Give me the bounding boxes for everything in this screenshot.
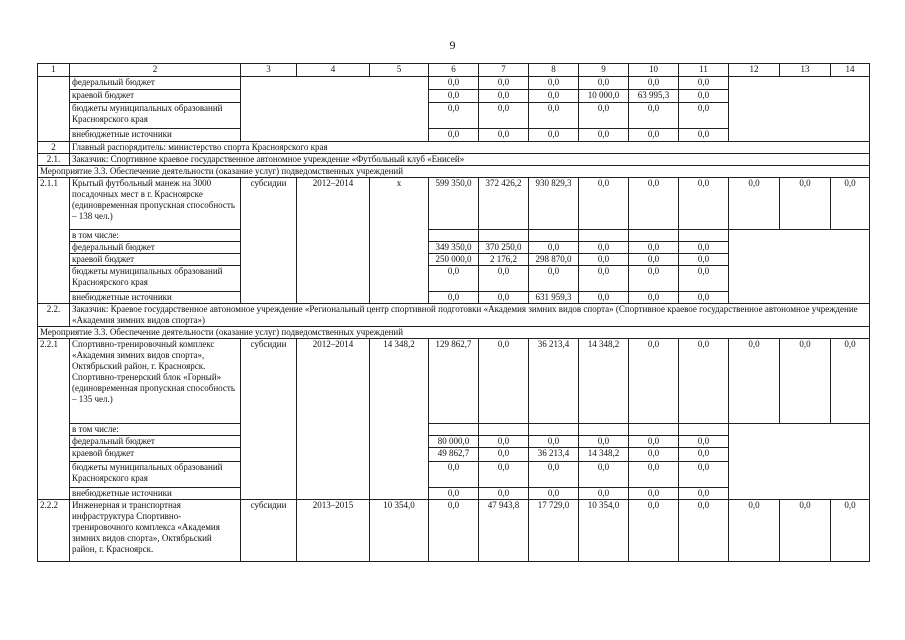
column-header: 12 xyxy=(729,64,780,77)
value-cell: 0,0 xyxy=(729,500,780,562)
value-cell: 0,0 xyxy=(529,129,579,142)
value-cell: 36 213,4 xyxy=(529,448,579,462)
value-cell: 10 000,0 xyxy=(579,90,629,103)
empty-cell xyxy=(729,230,870,304)
project-name: Крытый футбольный манеж на 3000 посадочных мест в г. Красноярске (единовременная пропускная способность – 138 чел.) xyxy=(70,178,241,230)
value-cell: 0,0 xyxy=(629,266,679,292)
value-cell: 298 870,0 xyxy=(529,254,579,266)
value-cell: 0,0 xyxy=(679,242,729,254)
period: 2013–2015 xyxy=(297,500,370,562)
value-cell: 0,0 xyxy=(579,488,629,500)
value-cell: 0,0 xyxy=(529,462,579,488)
value-cell: 599 350,0 xyxy=(429,178,479,230)
value-cell: 0,0 xyxy=(429,500,479,562)
value-cell: 0,0 xyxy=(479,103,529,129)
value-cell: 0,0 xyxy=(579,129,629,142)
total-cost: 14 348,2 xyxy=(370,339,429,500)
funding-label: краевой бюджет xyxy=(70,90,241,103)
value-cell: 0,0 xyxy=(529,488,579,500)
measure-text: Мероприятие 3.3. Обеспечение деятельности (оказание услуг) подведомственных учреждений xyxy=(38,166,870,178)
funding-label: внебюджетные источники xyxy=(70,292,241,304)
value-cell: 0,0 xyxy=(629,436,679,448)
column-header: 3 xyxy=(241,64,297,77)
empty-cell xyxy=(579,230,629,242)
row-number-cell xyxy=(38,77,70,142)
empty-cell xyxy=(729,77,870,142)
value-cell: 0,0 xyxy=(529,242,579,254)
empty-cell xyxy=(479,424,529,436)
section-number: 2.1. xyxy=(38,154,70,166)
value-cell: 349 350,0 xyxy=(429,242,479,254)
value-cell: 10 354,0 xyxy=(579,500,629,562)
value-cell: 0,0 xyxy=(529,436,579,448)
value-cell: 0,0 xyxy=(579,103,629,129)
project-row xyxy=(38,178,870,230)
value-cell: 0,0 xyxy=(629,242,679,254)
measure-row xyxy=(38,166,870,178)
value-cell: 0,0 xyxy=(479,448,529,462)
value-cell: 0,0 xyxy=(579,292,629,304)
value-cell: 372 426,2 xyxy=(479,178,529,230)
section-row xyxy=(38,142,870,154)
value-cell: 0,0 xyxy=(529,266,579,292)
value-cell: 0,0 xyxy=(679,103,729,129)
section-row xyxy=(38,304,870,327)
funding-label: внебюджетные источники xyxy=(70,129,241,142)
value-cell: 0,0 xyxy=(429,488,479,500)
value-cell: 0,0 xyxy=(579,462,629,488)
value-cell: 129 862,7 xyxy=(429,339,479,424)
empty-cell xyxy=(429,230,479,242)
value-cell: 0,0 xyxy=(529,90,579,103)
value-cell: 0,0 xyxy=(479,436,529,448)
empty-cell xyxy=(629,230,679,242)
funding-label: федеральный бюджет xyxy=(70,242,241,254)
value-cell: 14 348,2 xyxy=(579,339,629,424)
funding-label: внебюджетные источники xyxy=(70,488,241,500)
value-cell: 47 943,8 xyxy=(479,500,529,562)
empty-cell xyxy=(529,230,579,242)
column-header: 8 xyxy=(529,64,579,77)
value-cell: 0,0 xyxy=(479,292,529,304)
value-cell: 0,0 xyxy=(429,129,479,142)
column-header: 6 xyxy=(429,64,479,77)
empty-cell xyxy=(729,424,870,500)
value-cell: 0,0 xyxy=(831,178,870,230)
header-row xyxy=(38,64,870,77)
value-cell: 0,0 xyxy=(679,266,729,292)
section-text: Заказчик: Краевое государственное автономное учреждение «Региональный центр спортивной подготовки «Академия зимних видов спорта» (Спортивное краевое государственное автономное учреждение «Академия зимних видов спорта») xyxy=(70,304,870,327)
value-cell: 0,0 xyxy=(780,500,831,562)
including-label: в том числе: xyxy=(70,424,241,436)
value-cell: 0,0 xyxy=(831,339,870,424)
value-cell: 0,0 xyxy=(479,339,529,424)
value-cell: 0,0 xyxy=(429,77,479,90)
value-cell: 2 176,2 xyxy=(479,254,529,266)
section-row xyxy=(38,154,870,166)
empty-cell xyxy=(679,424,729,436)
including-label: в том числе: xyxy=(70,230,241,242)
empty-cell xyxy=(479,230,529,242)
value-cell: 80 000,0 xyxy=(429,436,479,448)
total-cost: 10 354,0 xyxy=(370,500,429,562)
including-row xyxy=(38,230,870,242)
column-header: 13 xyxy=(780,64,831,77)
project-number: 2.2.2 xyxy=(38,500,70,562)
period: 2012–2014 xyxy=(297,178,370,304)
empty-cell xyxy=(579,424,629,436)
value-cell: 0,0 xyxy=(429,103,479,129)
value-cell: 0,0 xyxy=(629,292,679,304)
value-cell: 0,0 xyxy=(429,292,479,304)
funding-row xyxy=(38,77,870,90)
measure-text: Мероприятие 3.3. Обеспечение деятельности (оказание услуг) подведомственных учреждений xyxy=(38,327,870,339)
period: 2012–2014 xyxy=(297,339,370,500)
value-cell: 0,0 xyxy=(579,436,629,448)
column-header: 11 xyxy=(679,64,729,77)
value-cell: 631 959,3 xyxy=(529,292,579,304)
total-cost: x xyxy=(370,178,429,304)
empty-cell xyxy=(529,424,579,436)
value-cell: 17 729,0 xyxy=(529,500,579,562)
project-name: Инженерная и транспортная инфраструктура Спортивно-тренировочного комплекса «Академия зимних видов спорта», Октябрьский район, г. Красноярск. xyxy=(70,500,241,562)
value-cell: 0,0 xyxy=(579,266,629,292)
value-cell: 250 000,0 xyxy=(429,254,479,266)
value-cell: 0,0 xyxy=(679,462,729,488)
column-header: 1 xyxy=(38,64,70,77)
value-cell: 0,0 xyxy=(679,77,729,90)
value-cell: 0,0 xyxy=(629,77,679,90)
value-cell: 63 995,3 xyxy=(629,90,679,103)
funding-type: субсидии xyxy=(241,178,297,304)
value-cell: 0,0 xyxy=(479,488,529,500)
value-cell: 0,0 xyxy=(479,129,529,142)
funding-label: бюджеты муниципальных образований Красноярского края xyxy=(70,266,241,292)
empty-cell xyxy=(679,230,729,242)
value-cell: 0,0 xyxy=(629,129,679,142)
value-cell: 930 829,3 xyxy=(529,178,579,230)
value-cell: 0,0 xyxy=(780,178,831,230)
value-cell: 0,0 xyxy=(629,178,679,230)
value-cell: 0,0 xyxy=(679,129,729,142)
project-row xyxy=(38,339,870,424)
value-cell: 0,0 xyxy=(529,103,579,129)
value-cell: 0,0 xyxy=(729,339,780,424)
column-header: 9 xyxy=(579,64,629,77)
funding-label: федеральный бюджет xyxy=(70,436,241,448)
section-number: 2 xyxy=(38,142,70,154)
value-cell: 0,0 xyxy=(629,448,679,462)
value-cell: 0,0 xyxy=(679,448,729,462)
value-cell: 0,0 xyxy=(629,500,679,562)
value-cell: 370 250,0 xyxy=(479,242,529,254)
section-text: Главный распорядитель: министерство спорта Красноярского края xyxy=(70,142,870,154)
value-cell: 0,0 xyxy=(629,254,679,266)
value-cell: 49 862,7 xyxy=(429,448,479,462)
funding-label: бюджеты муниципальных образований Красноярского края xyxy=(70,103,241,129)
value-cell: 0,0 xyxy=(579,77,629,90)
value-cell: 36 213,4 xyxy=(529,339,579,424)
funding-type: субсидии xyxy=(241,500,297,562)
value-cell: 0,0 xyxy=(629,339,679,424)
value-cell: 0,0 xyxy=(429,90,479,103)
value-cell: 0,0 xyxy=(679,436,729,448)
value-cell: 0,0 xyxy=(679,339,729,424)
value-cell: 0,0 xyxy=(429,462,479,488)
value-cell: 0,0 xyxy=(579,242,629,254)
value-cell: 0,0 xyxy=(629,488,679,500)
value-cell: 0,0 xyxy=(679,178,729,230)
funding-label: краевой бюджет xyxy=(70,254,241,266)
funding-label: федеральный бюджет xyxy=(70,77,241,90)
section-number: 2.2. xyxy=(38,304,70,327)
project-number: 2.1.1 xyxy=(38,178,70,304)
value-cell: 0,0 xyxy=(579,254,629,266)
value-cell: 14 348,2 xyxy=(579,448,629,462)
value-cell: 0,0 xyxy=(479,462,529,488)
value-cell: 0,0 xyxy=(429,266,479,292)
empty-cell xyxy=(429,424,479,436)
value-cell: 0,0 xyxy=(679,292,729,304)
value-cell: 0,0 xyxy=(479,266,529,292)
value-cell: 0,0 xyxy=(629,462,679,488)
column-header: 14 xyxy=(831,64,870,77)
funding-type: субсидии xyxy=(241,339,297,500)
column-header: 10 xyxy=(629,64,679,77)
measure-row xyxy=(38,327,870,339)
value-cell: 0,0 xyxy=(679,488,729,500)
value-cell: 0,0 xyxy=(679,500,729,562)
project-number: 2.2.1 xyxy=(38,339,70,500)
budget-table xyxy=(37,63,870,562)
value-cell: 0,0 xyxy=(579,178,629,230)
section-text: Заказчик: Спортивное краевое государственное автономное учреждение «Футбольный клуб «Енисей» xyxy=(70,154,870,166)
value-cell: 0,0 xyxy=(679,90,729,103)
funding-label: краевой бюджет xyxy=(70,448,241,462)
value-cell: 0,0 xyxy=(529,77,579,90)
value-cell: 0,0 xyxy=(629,103,679,129)
value-cell: 0,0 xyxy=(729,178,780,230)
empty-cell xyxy=(629,424,679,436)
column-header: 2 xyxy=(70,64,241,77)
value-cell: 0,0 xyxy=(831,500,870,562)
column-header: 5 xyxy=(370,64,429,77)
page-number: 9 xyxy=(449,38,456,52)
value-cell: 0,0 xyxy=(679,254,729,266)
project-name: Спортивно-тренировочный комплекс «Академия зимних видов спорта», Октябрьский район, г. Красноярск. Спортивно-тренерский блок «Горный» (единовременная пропускная способность – 135 чел.) xyxy=(70,339,241,424)
value-cell: 0,0 xyxy=(479,77,529,90)
funding-label: бюджеты муниципальных образований Красноярского края xyxy=(70,462,241,488)
column-header: 4 xyxy=(297,64,370,77)
value-cell: 0,0 xyxy=(780,339,831,424)
project-row xyxy=(38,500,870,562)
value-cell: 0,0 xyxy=(479,90,529,103)
including-row xyxy=(38,424,870,436)
column-header: 7 xyxy=(479,64,529,77)
empty-cell xyxy=(241,77,429,142)
